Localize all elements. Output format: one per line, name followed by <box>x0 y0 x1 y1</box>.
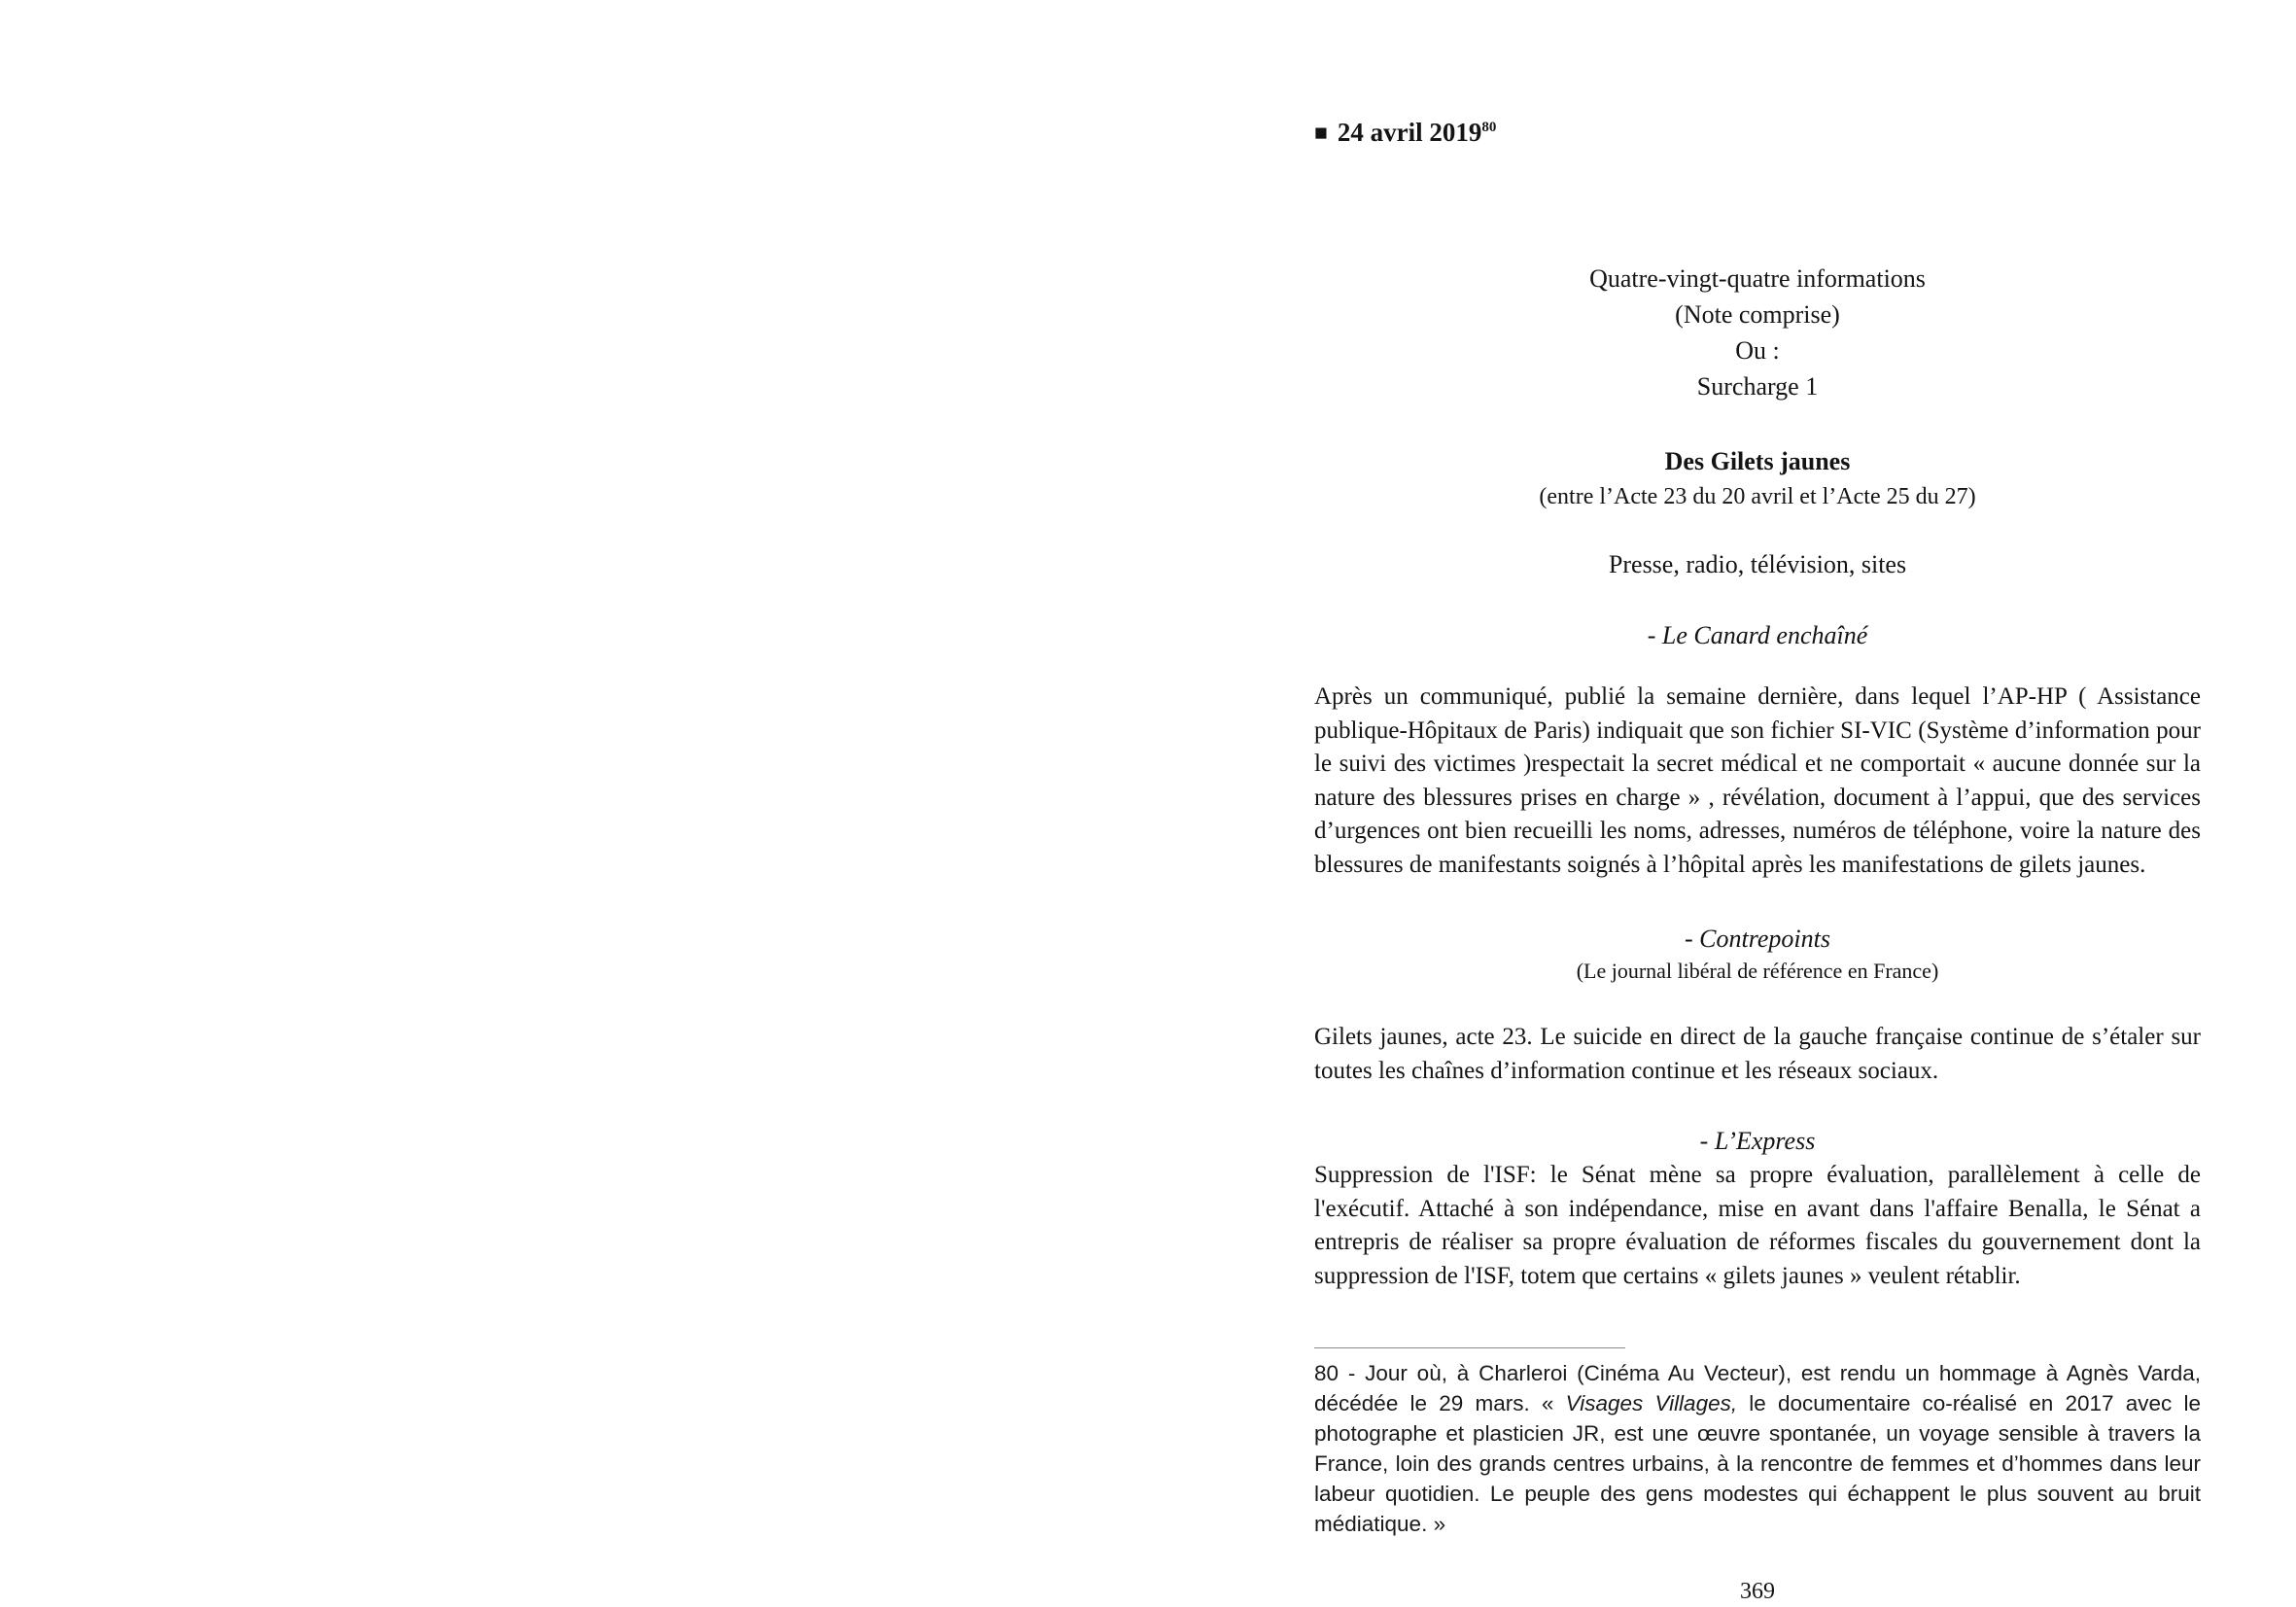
title-line-3: Ou : <box>1735 336 1780 365</box>
paragraph-express: Suppression de l'ISF: le Sénat mène sa propre évaluation, parallèlement à celle de l'exécutif. Attaché à son indépendance, mise en avant dans l'affaire Benalla, le Sénat a entrepris de réaliser sa propre évaluation de réformes fiscales du gouvernement dont la suppression de l'ISF, totem que certains « gilets jaunes » veulent rétablir. <box>1314 1162 2201 1289</box>
date-text: 24 avril 2019 <box>1337 118 1482 147</box>
square-bullet-icon: ■ <box>1314 121 1328 145</box>
paragraph-contrepoints: Gilets jaunes, acte 23. Le suicide en direct de la gauche française continue de s’étaler sur toutes les chaînes d’information continue et les réseaux sociaux. <box>1314 1024 2201 1084</box>
date-heading <box>1314 115 2201 152</box>
section-heading: Presse, radio, télévision, sites <box>1608 550 1907 578</box>
footnote-part-2: le documentaire co-réalisé en 2017 avec le photographe et plasticien JR, est une œuvre spontanée, un voyage sensible à travers la France, loin des grands centres urbains, à la rencontre de femmes et d’hommes dans leur labeur quotidien. Le peuple des gens modestes qui échappent le plus souvent au bruit médiatique. » <box>1314 1391 2201 1536</box>
footnote-italic-title: Visages Villages, <box>1565 1391 1738 1415</box>
source-heading-express: - L’Express <box>1699 1127 1816 1155</box>
subtitle-note: (entre l’Acte 23 du 20 avril et l’Acte 25 du 27) <box>1539 484 1976 509</box>
footnote-text <box>1314 1358 2201 1539</box>
source-note-contrepoints: (Le journal libéral de référence en France) <box>1576 959 1939 983</box>
paragraph-canard: Après un communiqué, publié la semaine dernière, dans lequel l’AP-HP ( Assistance publique-Hôpitaux de Paris) indiquait que son fichier SI-VIC (Système d’information pour le suivi des victimes )respectait la secret médical et ne comportait « aucune donnée sur la nature des blessures prises en charge » , révélation, document à l’appui, que des services d’urgences ont bien recueilli les noms, adresses, numéros de téléphone, voire la nature des blessures de manifestants soignés à l’hôpital après les manifestations de gilets jaunes. <box>1314 683 2201 878</box>
title-line-1: Quatre-vingt-quatre informations <box>1589 264 1926 293</box>
footnote-reference: 80 <box>1481 120 1497 135</box>
footnote-part-1: 80 - Jour où, à Charleroi (Cinéma Au Vecteur), est rendu un hommage à Agnès Varda, décédée le 29 mars. « <box>1314 1361 2201 1415</box>
source-heading-contrepoints: - Contrepoints <box>1685 925 1830 953</box>
subtitle-title: Des Gilets jaunes <box>1664 447 1851 475</box>
text-column <box>1314 0 2201 1607</box>
title-block <box>1314 261 2201 404</box>
title-line-4: Surcharge 1 <box>1696 372 1819 401</box>
source-heading-canard: - Le Canard enchaîné <box>1647 621 1868 649</box>
title-line-2: (Note comprise) <box>1675 300 1840 329</box>
page-number: 369 <box>1740 1579 1775 1604</box>
footnote-divider <box>1314 1347 1625 1348</box>
